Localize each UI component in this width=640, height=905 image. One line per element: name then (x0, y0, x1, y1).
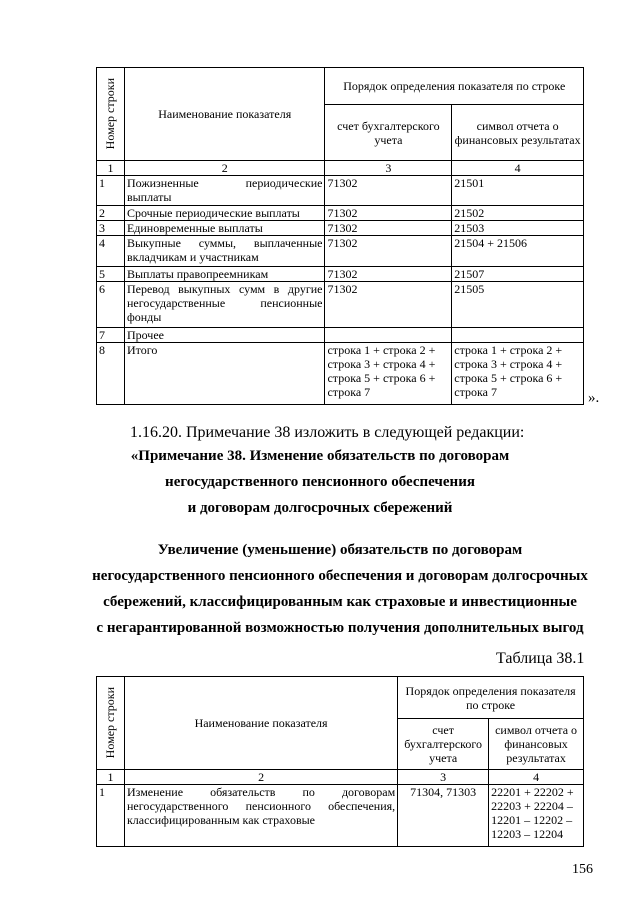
indicator-name: Прочее (124, 328, 325, 343)
account-value: строка 1 + строка 2 + строка 3 + строка 4 + строка 5 + строка 6 + строка 7 (325, 343, 452, 405)
amendment-instruction: 1.16.20. Примечание 38 изложить в следующей редакции: (130, 424, 525, 441)
table-row (97, 206, 584, 221)
symbol-value: 21501 (452, 176, 584, 206)
symbol-value: 21505 (452, 282, 584, 328)
account-value: 71302 (325, 206, 452, 221)
heading-line-3: сбережений, классифицированным как страховые и инвестиционные (103, 594, 577, 610)
row-number: 7 (97, 328, 125, 343)
header-indicator-name: Наименование показателя (124, 677, 397, 770)
row-number: 2 (97, 206, 125, 221)
column-number: 1 (97, 770, 125, 785)
indicator-name: Единовременные выплаты (124, 221, 325, 236)
indicator-name: Изменение обязательств по договорам негосударственного пенсионного обеспечения, классифицированным как страховые (124, 785, 397, 847)
account-value: 71302 (325, 236, 452, 267)
header-account: счет бухгалтерского учета (325, 105, 452, 161)
note-title-line-1: «Примечание 38. Изменение обязательств по договорам (130, 448, 510, 464)
header-indicator-name: Наименование показателя (124, 68, 325, 161)
row-number: 1 (97, 176, 125, 206)
table-label: Таблица 38.1 (496, 650, 585, 667)
table-row (97, 176, 584, 206)
table-row (97, 328, 584, 343)
column-number: 3 (398, 770, 489, 785)
page-number: 156 (572, 862, 593, 877)
column-number: 4 (452, 161, 584, 176)
row-number: 1 (97, 785, 125, 847)
symbol-value: 21507 (452, 267, 584, 282)
column-number: 4 (489, 770, 584, 785)
table-row (97, 785, 584, 847)
account-value: 71302 (325, 176, 452, 206)
indicator-table-1 (96, 67, 584, 405)
heading-line-4: с негарантированной возможностью получения дополнительных выгод (96, 620, 584, 636)
closing-quote-mark: ». (588, 390, 600, 406)
header-order: Порядок определения показателя по строке (398, 677, 584, 719)
account-value: 71302 (325, 267, 452, 282)
indicator-name: Срочные периодические выплаты (124, 206, 325, 221)
symbol-value: 21504 + 21506 (452, 236, 584, 267)
note-title-line-2: негосударственного пенсионного обеспечения (165, 474, 475, 490)
row-number: 8 (97, 343, 125, 405)
table-row (97, 343, 584, 405)
account-value: 71302 (325, 282, 452, 328)
table-row (97, 267, 584, 282)
column-number: 2 (124, 770, 397, 785)
note-title-line-3: и договорам долгосрочных сбережений (187, 500, 453, 516)
indicator-name: Итого (124, 343, 325, 405)
account-value: 71304, 71303 (398, 785, 489, 847)
row-number: 3 (97, 221, 125, 236)
table-row (97, 221, 584, 236)
table-row (97, 282, 584, 328)
header-row-number: Номер строки (97, 677, 125, 770)
account-value (325, 328, 452, 343)
table-row (97, 236, 584, 267)
indicator-table-2 (96, 676, 584, 847)
indicator-name: Пожизненные периодические выплаты (124, 176, 325, 206)
indicator-name: Выплаты правопреемникам (124, 267, 325, 282)
symbol-value: 21502 (452, 206, 584, 221)
row-number: 6 (97, 282, 125, 328)
indicator-name: Перевод выкупных сумм в другие негосударственные пенсионные фонды (124, 282, 325, 328)
header-symbol: символ отчета о финансовых результатах (489, 719, 584, 770)
column-number: 1 (97, 161, 125, 176)
heading-line-1: Увеличение (уменьшение) обязательств по договорам (157, 542, 523, 558)
header-account: счет бухгалтерского учета (398, 719, 489, 770)
heading-line-2: негосударственного пенсионного обеспечения и договорам долгосрочных (92, 568, 588, 584)
header-row-number: Номер строки (97, 68, 125, 161)
row-number: 5 (97, 267, 125, 282)
symbol-value (452, 328, 584, 343)
column-number: 3 (325, 161, 452, 176)
column-number: 2 (124, 161, 325, 176)
row-number: 4 (97, 236, 125, 267)
indicator-name: Выкупные суммы, выплаченные вкладчикам и участникам (124, 236, 325, 267)
header-order: Порядок определения показателя по строке (325, 68, 584, 105)
symbol-value: строка 1 + строка 2 + строка 3 + строка 4 + строка 5 + строка 6 + строка 7 (452, 343, 584, 405)
symbol-value: 22201 + 22202 + 22203 + 22204 – 12201 – 12202 – 12203 – 12204 (489, 785, 584, 847)
symbol-value: 21503 (452, 221, 584, 236)
account-value: 71302 (325, 221, 452, 236)
header-symbol: символ отчета о финансовых результатах (452, 105, 584, 161)
